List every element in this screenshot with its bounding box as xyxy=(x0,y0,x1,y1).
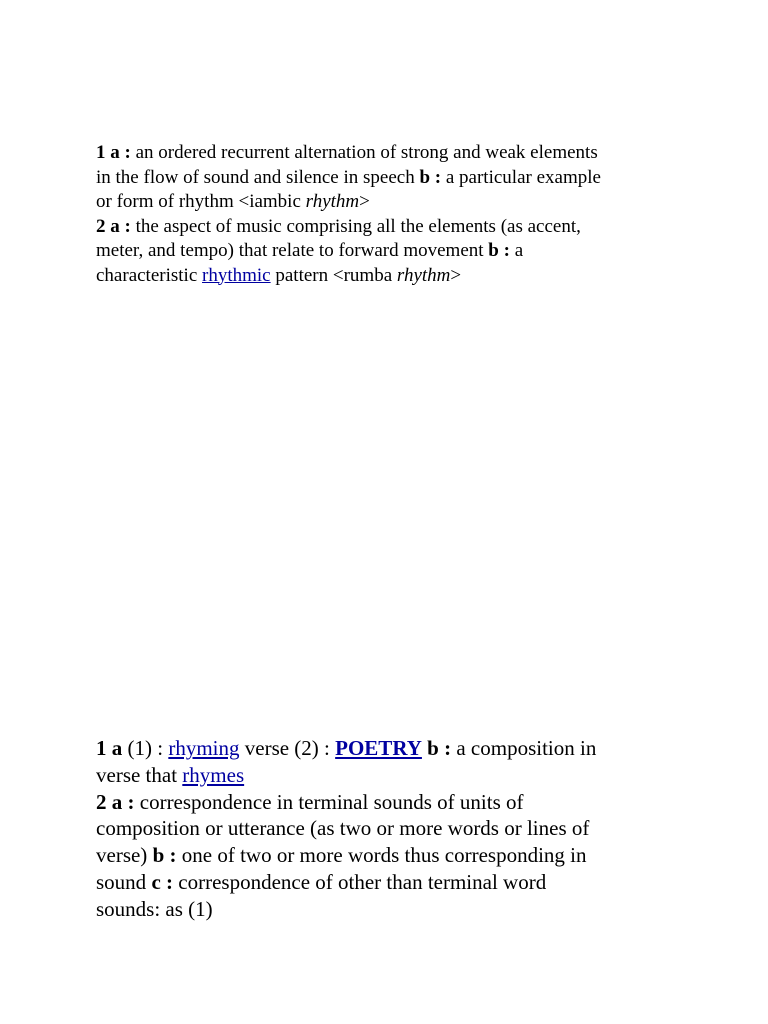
definition-line xyxy=(96,896,676,923)
definition-text: in the flow of sound and silence in speech xyxy=(96,166,420,188)
definition-line xyxy=(96,735,676,762)
definition-text: sound xyxy=(96,869,152,894)
sense-label: 2 a : xyxy=(96,215,131,237)
definition-text: verse (2) : xyxy=(239,736,336,760)
sense-label: b : xyxy=(419,166,442,188)
definition-text: an ordered recurrent alternation of strong and weak elements xyxy=(130,142,598,163)
definition-text: verse) xyxy=(96,843,153,868)
definition-text: > xyxy=(450,264,462,286)
sense-label: b : xyxy=(427,736,452,760)
definition-line xyxy=(96,815,676,842)
definition-text: a composition in xyxy=(451,736,597,760)
sense-label: 1 a xyxy=(96,736,123,760)
definition-text: one of two or more words thus corresponding in xyxy=(176,843,587,868)
definition-text: correspondence of other than terminal word xyxy=(173,869,547,894)
definition-text: meter, and tempo) that relate to forward movement xyxy=(96,240,489,261)
definition-text: correspondence in terminal sounds of units of xyxy=(134,789,524,814)
definition-text: verse that xyxy=(96,762,183,787)
sense-label: 2 a : xyxy=(96,789,135,814)
definition-line xyxy=(96,842,676,869)
definition-text: composition or utterance (as two or more words or lines of xyxy=(96,816,590,841)
definition-line xyxy=(96,264,676,289)
rhyme-definition xyxy=(96,735,676,923)
example-word: rhythm xyxy=(305,191,360,212)
definition-text: a xyxy=(509,240,524,261)
sense-label: 1 a : xyxy=(96,142,131,163)
definition-text: characteristic xyxy=(96,264,203,286)
rhymes-link[interactable]: rhymes xyxy=(182,762,245,787)
rhyming-link[interactable]: rhyming xyxy=(168,736,240,760)
definition-line xyxy=(96,239,676,264)
example-word: rhythm xyxy=(396,264,451,286)
definition-line xyxy=(96,762,676,789)
sense-label: c : xyxy=(151,869,174,894)
sense-label: b : xyxy=(488,240,510,261)
definition-text: (1) : xyxy=(122,736,169,760)
definition-text: > xyxy=(359,191,370,212)
definition-text: pattern <rumba xyxy=(270,264,397,286)
definition-line xyxy=(96,869,676,896)
definition-line xyxy=(96,166,676,191)
definition-text: or form of rhythm <iambic xyxy=(96,191,306,212)
definition-line xyxy=(96,141,676,166)
definition-line xyxy=(96,789,676,816)
poetry-link[interactable]: POETRY xyxy=(335,736,422,760)
definition-text: the aspect of music comprising all the elements (as accent, xyxy=(130,215,581,237)
definition-line xyxy=(96,190,676,215)
definition-text: sounds: as (1) xyxy=(96,896,213,921)
rhythm-definition xyxy=(96,141,676,288)
sense-label: b : xyxy=(152,843,177,868)
definition-line xyxy=(96,215,676,240)
rhythmic-link[interactable]: rhythmic xyxy=(202,264,271,286)
definition-text: a particular example xyxy=(441,166,601,188)
